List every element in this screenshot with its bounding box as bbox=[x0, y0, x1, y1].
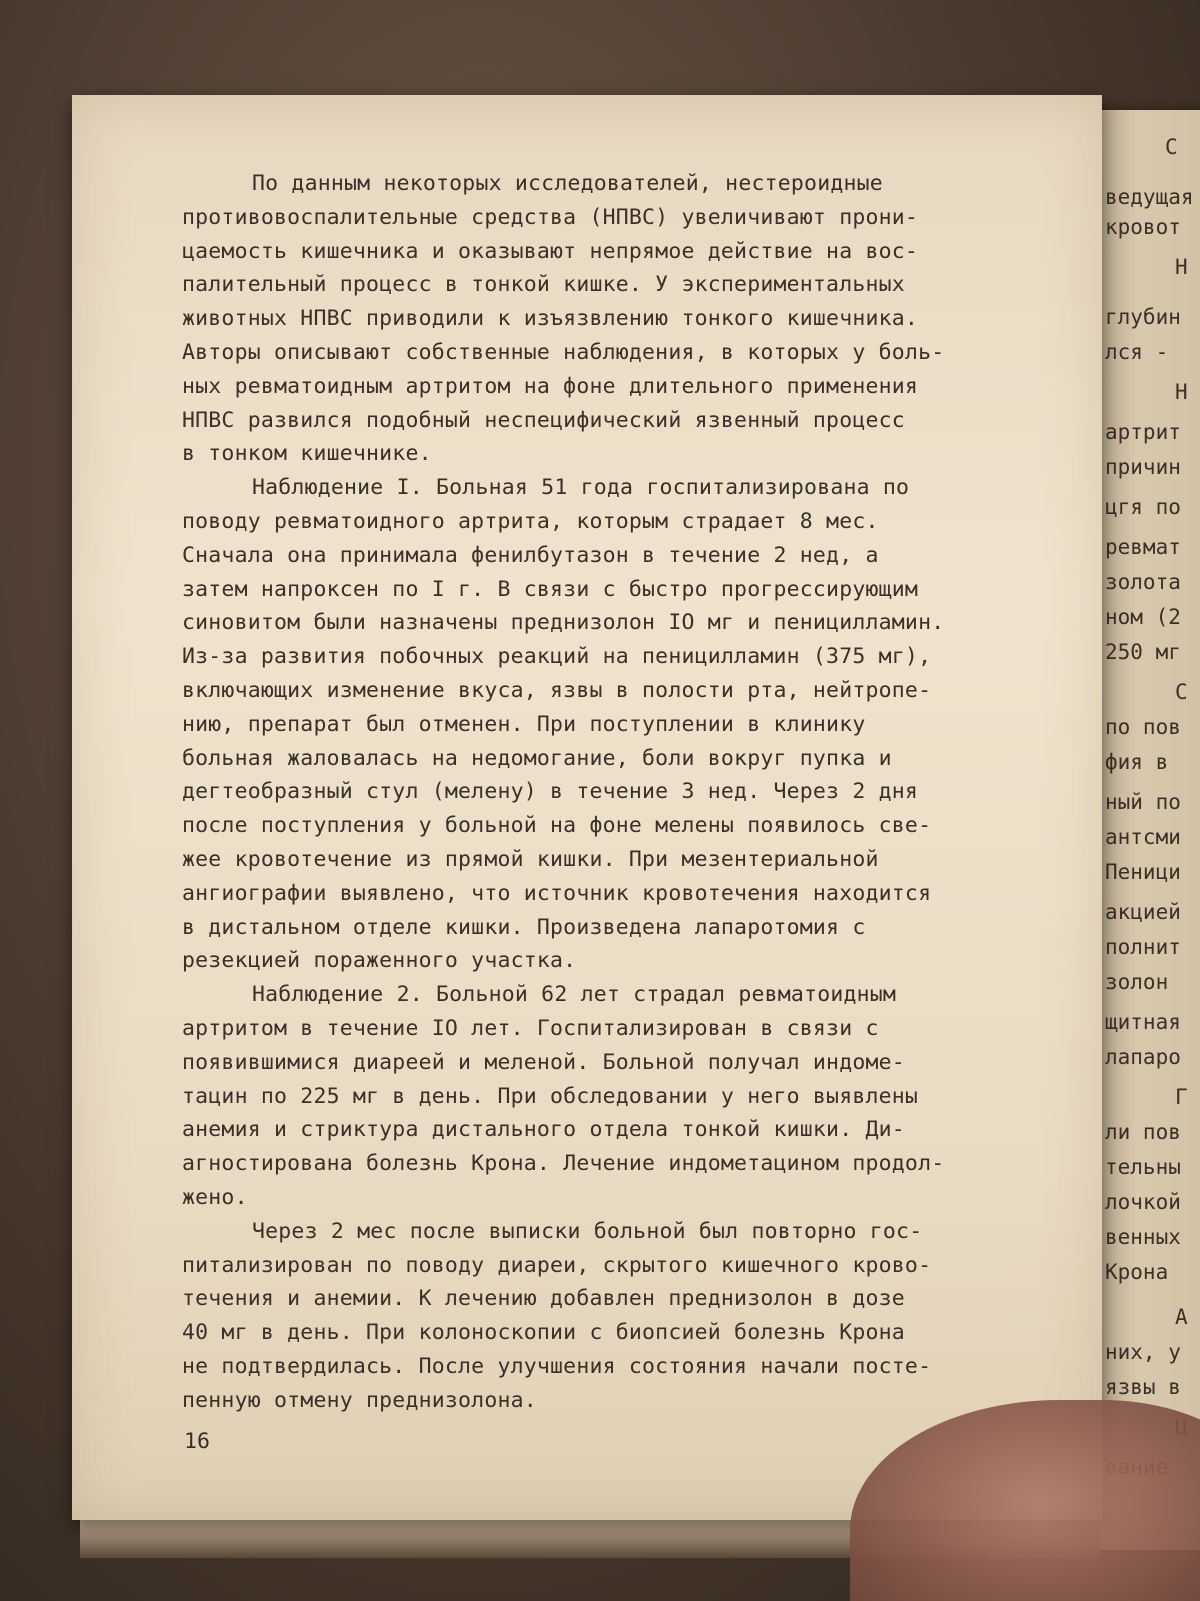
book-page bbox=[72, 95, 1102, 1520]
text-line: ных ревматоидным артритом на фоне длительного применения bbox=[182, 373, 919, 399]
facing-page-fragment: Г bbox=[1175, 1085, 1188, 1109]
text-line: появившимися диареей и меленой. Больной получал индоме- bbox=[182, 1049, 905, 1075]
facing-page-fragment: С bbox=[1175, 680, 1188, 704]
facing-page-fragment: щитная bbox=[1105, 1010, 1181, 1034]
facing-page-fragment: венных bbox=[1105, 1225, 1181, 1249]
text-line: цаемость кишечника и оказывают непрямое действие на вос- bbox=[182, 238, 919, 264]
text-line: Сначала она принимала фенилбутазон в течение 2 нед, а bbox=[182, 542, 879, 568]
text-line: По данным некоторых исследователей, нестероидные bbox=[252, 171, 883, 196]
facing-page-fragment: них, у bbox=[1105, 1340, 1181, 1364]
facing-page-fragment: лочкой bbox=[1105, 1190, 1181, 1214]
facing-page-fragment: С bbox=[1165, 135, 1178, 159]
text-line: жено. bbox=[182, 1184, 248, 1210]
text-line: анемия и стриктура дистального отдела тонкой кишки. Ди- bbox=[182, 1117, 905, 1143]
text-line: Авторы описывают собственные наблюдения, в которых у боль- bbox=[182, 339, 945, 365]
text-line: в тонком кишечнике. bbox=[182, 441, 432, 467]
text-line: больная жаловалась на недомогание, боли вокруг пупка и bbox=[182, 745, 892, 771]
text-line: затем напроксен по I г. В связи с быстро прогрессирующим bbox=[182, 576, 919, 602]
text-line: Из-за развития побочных реакций на пеницилламин (375 мг), bbox=[182, 644, 932, 670]
text-line: не подтвердилась. После улучшения состояния начали посте- bbox=[182, 1353, 932, 1379]
facing-page-fragment: кровот bbox=[1105, 215, 1181, 239]
text-line: поводу ревматоидного артрита, которым страдает 8 мес. bbox=[182, 508, 879, 534]
text-line: палительный процесс в тонкой кишке. У экспериментальных bbox=[182, 272, 905, 298]
text-line: артритом в течение IO лет. Госпитализирован в связи с bbox=[182, 1015, 879, 1041]
text-line: животных НПВС приводили к изъязвлению тонкого кишечника. bbox=[182, 306, 919, 332]
facing-page-fragment: акцией bbox=[1105, 900, 1181, 924]
text-line: резекцией пораженного участка. bbox=[182, 948, 577, 974]
text-line: дегтеобразный стул (мелену) в течение 3 нед. Через 2 дня bbox=[182, 779, 919, 805]
text-line: питализирован по поводу диареи, скрытого кишечного крово- bbox=[182, 1252, 932, 1278]
facing-page-fragment: антсми bbox=[1105, 825, 1181, 849]
facing-page-fragment: ревмат bbox=[1105, 535, 1181, 559]
text-line: противовоспалительные средства (НПВС) увеличивают прони- bbox=[182, 204, 919, 230]
facing-page-fragment: полнит bbox=[1105, 935, 1181, 959]
facing-page-fragment: А bbox=[1175, 1305, 1188, 1329]
facing-page-fragment: ли пов bbox=[1105, 1120, 1181, 1144]
text-line: Через 2 мес после выписки больной был повторно гос- bbox=[252, 1218, 923, 1244]
text-line: течения и анемии. К лечению добавлен преднизолон в дозе bbox=[182, 1286, 905, 1312]
text-line: агностирована болезнь Крона. Лечение индометацином продол- bbox=[182, 1151, 945, 1177]
facing-page-fragment: лапаро bbox=[1105, 1045, 1181, 1069]
facing-page-fragment: Крона bbox=[1105, 1260, 1169, 1284]
page-number: 16 bbox=[184, 1429, 210, 1454]
facing-page-fragment: ный по bbox=[1105, 790, 1181, 814]
text-line: включающих изменение вкуса, язвы в полости рта, нейтропе- bbox=[182, 677, 932, 703]
facing-page-fragment: Пеници bbox=[1105, 860, 1181, 884]
facing-page-fragment: Н bbox=[1175, 255, 1188, 279]
text-line: НПВС развился подобный неспецифический язвенный процесс bbox=[182, 407, 905, 433]
facing-page-fragment: по пов bbox=[1105, 715, 1181, 739]
facing-page-fragment: язвы в bbox=[1105, 1375, 1181, 1399]
text-line: тацин по 225 мг в день. При обследовании у него выявлены bbox=[182, 1083, 919, 1109]
text-line: 40 мг в день. При колоноскопии с биопсией болезнь Крона bbox=[182, 1320, 905, 1346]
facing-page-fragment: артрит bbox=[1105, 420, 1181, 444]
text-line: Наблюдение I. Больная 51 года госпитализирована по bbox=[252, 475, 910, 501]
facing-page-fragment: 250 мг bbox=[1105, 640, 1181, 664]
text-line: нию, препарат был отменен. При поступлении в клинику bbox=[182, 711, 866, 737]
facing-page-fragment: ведущая bbox=[1105, 185, 1194, 209]
facing-page-fragment: фия в bbox=[1105, 750, 1169, 774]
text-line: жее кровотечение из прямой кишки. При мезентериальной bbox=[182, 846, 879, 872]
facing-page-fragment: причин bbox=[1105, 455, 1181, 479]
body-text bbox=[182, 167, 1042, 1417]
facing-page-fragment: лся - bbox=[1105, 340, 1169, 364]
facing-page-fragment: золота bbox=[1105, 570, 1181, 594]
text-line: после поступления у больной на фоне мелены появилось све- bbox=[182, 813, 932, 839]
text-line: в дистальном отделе кишки. Произведена лапаротомия с bbox=[182, 914, 866, 940]
facing-page-fragment: глубин bbox=[1105, 305, 1181, 329]
facing-page-fragment: золон bbox=[1105, 970, 1169, 994]
facing-page-fragment: Н bbox=[1175, 380, 1188, 404]
facing-page-fragment: ном (2 bbox=[1105, 605, 1181, 629]
facing-page-fragment: тельны bbox=[1105, 1155, 1181, 1179]
text-line: синовитом были назначены преднизолон IO мг и пеницилламин. bbox=[182, 610, 945, 636]
text-line: пенную отмену преднизолона. bbox=[182, 1387, 537, 1413]
facing-page-fragment: цгя по bbox=[1105, 495, 1181, 519]
text-line: ангиографии выявлено, что источник кровотечения находится bbox=[182, 880, 932, 906]
facing-page-edge bbox=[1095, 110, 1200, 1550]
text-line: Наблюдение 2. Больной 62 лет страдал ревматоидным bbox=[252, 982, 897, 1008]
